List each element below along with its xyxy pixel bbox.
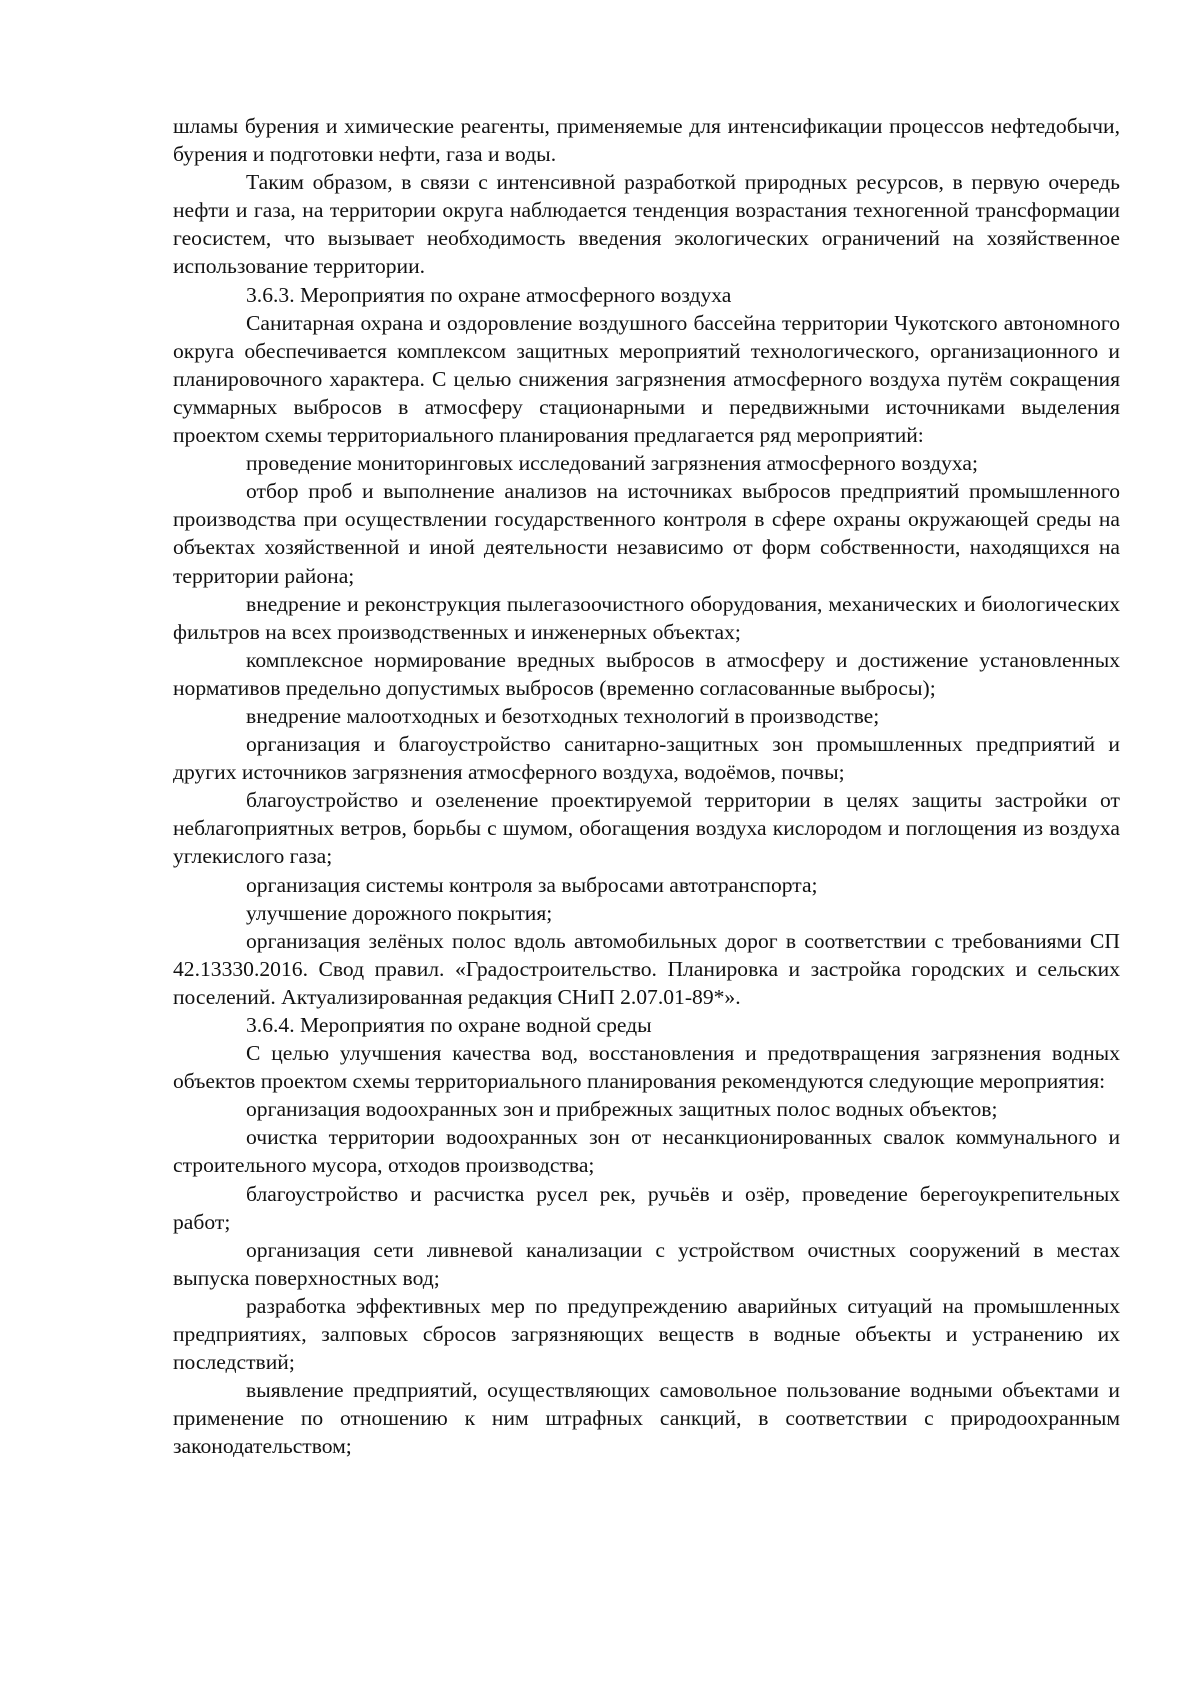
- list-item: комплексное нормирование вредных выбросов в атмосферу и достижение установленных нормативов предельно допустимых выбросов (временно согласованные выбросы);: [173, 647, 1120, 700]
- list-item: организация зелёных полос вдоль автомобильных дорог в соответствии с требованиями СП 42.13330.2016. Свод правил. «Градостроительство. Планировка и застройка городских и сельских поселений. Актуализированная редакция СНиП 2.07.01-89*».: [173, 928, 1120, 1009]
- list-item: разработка эффективных мер по предупреждению аварийных ситуаций на промышленных предприятиях, залповых сбросов загрязняющих веществ в водные объекты и устранению их последствий;: [173, 1293, 1120, 1375]
- list-item: внедрение и реконструкция пылегазоочистного оборудования, механических и биологических фильтров на всех производственных и инженерных объектах;: [173, 591, 1120, 644]
- list-item: улучшение дорожного покрытия;: [246, 900, 553, 925]
- list-item: выявление предприятий, осуществляющих самовольное пользование водными объектами и применение по отношению к ним штрафных санкций, в соответствии с природоохранным законодательством;: [173, 1378, 1120, 1459]
- list-item: отбор проб и выполнение анализов на источниках выбросов предприятий промышленного производства при осуществлении государственного контроля в сфере охраны окружающей среды на объектах хозяйственной и иной деятельности независимо от форм собственности, находящихся на территории района;: [173, 479, 1120, 588]
- list-item: организация и благоустройство санитарно-защитных зон промышленных предприятий и других источников загрязнения атмосферного воздуха, водоёмов, почвы;: [173, 732, 1120, 785]
- paragraph-continuation: шламы бурения и химические реагенты, применяемые для интенсификации процессов нефтедобычи, бурения и подготовки нефти, газа и воды.: [173, 114, 1120, 167]
- section-heading-water-protection: 3.6.4. Мероприятия по охране водной среды: [246, 1013, 652, 1037]
- paragraph-air-intro: Санитарная охрана и оздоровление воздушного бассейна территории Чукотского автономного округа обеспечивается комплексом защитных мероприятий технологического, организационного и планировочного характера. С целью снижения загрязнения атмосферного воздуха путём сокращения суммарных выбросов в атмосферу стационарными и передвижными источниками выделения проектом схемы территориального планирования предлагается ряд мероприятий:: [173, 310, 1120, 448]
- list-item: организация сети ливневой канализации с устройством очистных сооружений в местах выпуска поверхностных вод;: [173, 1237, 1120, 1290]
- section-heading-air-protection: 3.6.3. Мероприятия по охране атмосферного воздуха: [246, 282, 732, 307]
- list-item: благоустройство и расчистка русел рек, ручьёв и озёр, проведение берегоукрепительных работ;: [173, 1181, 1120, 1234]
- list-item: организация водоохранных зон и прибрежных защитных полос водных объектов;: [246, 1097, 998, 1122]
- list-item: проведение мониторинговых исследований загрязнения атмосферного воздуха;: [246, 451, 979, 476]
- list-item: внедрение малоотходных и безотходных технологий в производстве;: [246, 703, 880, 728]
- paragraph-conclusion: Таким образом, в связи с интенсивной разработкой природных ресурсов, в первую очередь нефти и газа, на территории округа наблюдается тенденция возрастания техногенной трансформации геосистем, что вызывает необходимость введения экологических ограничений на хозяйственное использование территории.: [173, 170, 1120, 279]
- list-item: организация системы контроля за выбросами автотранспорта;: [246, 872, 818, 897]
- document-page: [173, 112, 1120, 1461]
- paragraph-water-intro: С целью улучшения качества вод, восстановления и предотвращения загрязнения водных объектов проектом схемы территориального планирования рекомендуются следующие мероприятия:: [173, 1041, 1120, 1094]
- list-item: очистка территории водоохранных зон от несанкционированных свалок коммунального и строительного мусора, отходов производства;: [173, 1125, 1120, 1178]
- list-item: благоустройство и озеленение проектируемой территории в целях защиты застройки от неблагоприятных ветров, борьбы с шумом, обогащения воздуха кислородом и поглощения из воздуха углекислого газа;: [173, 788, 1120, 869]
